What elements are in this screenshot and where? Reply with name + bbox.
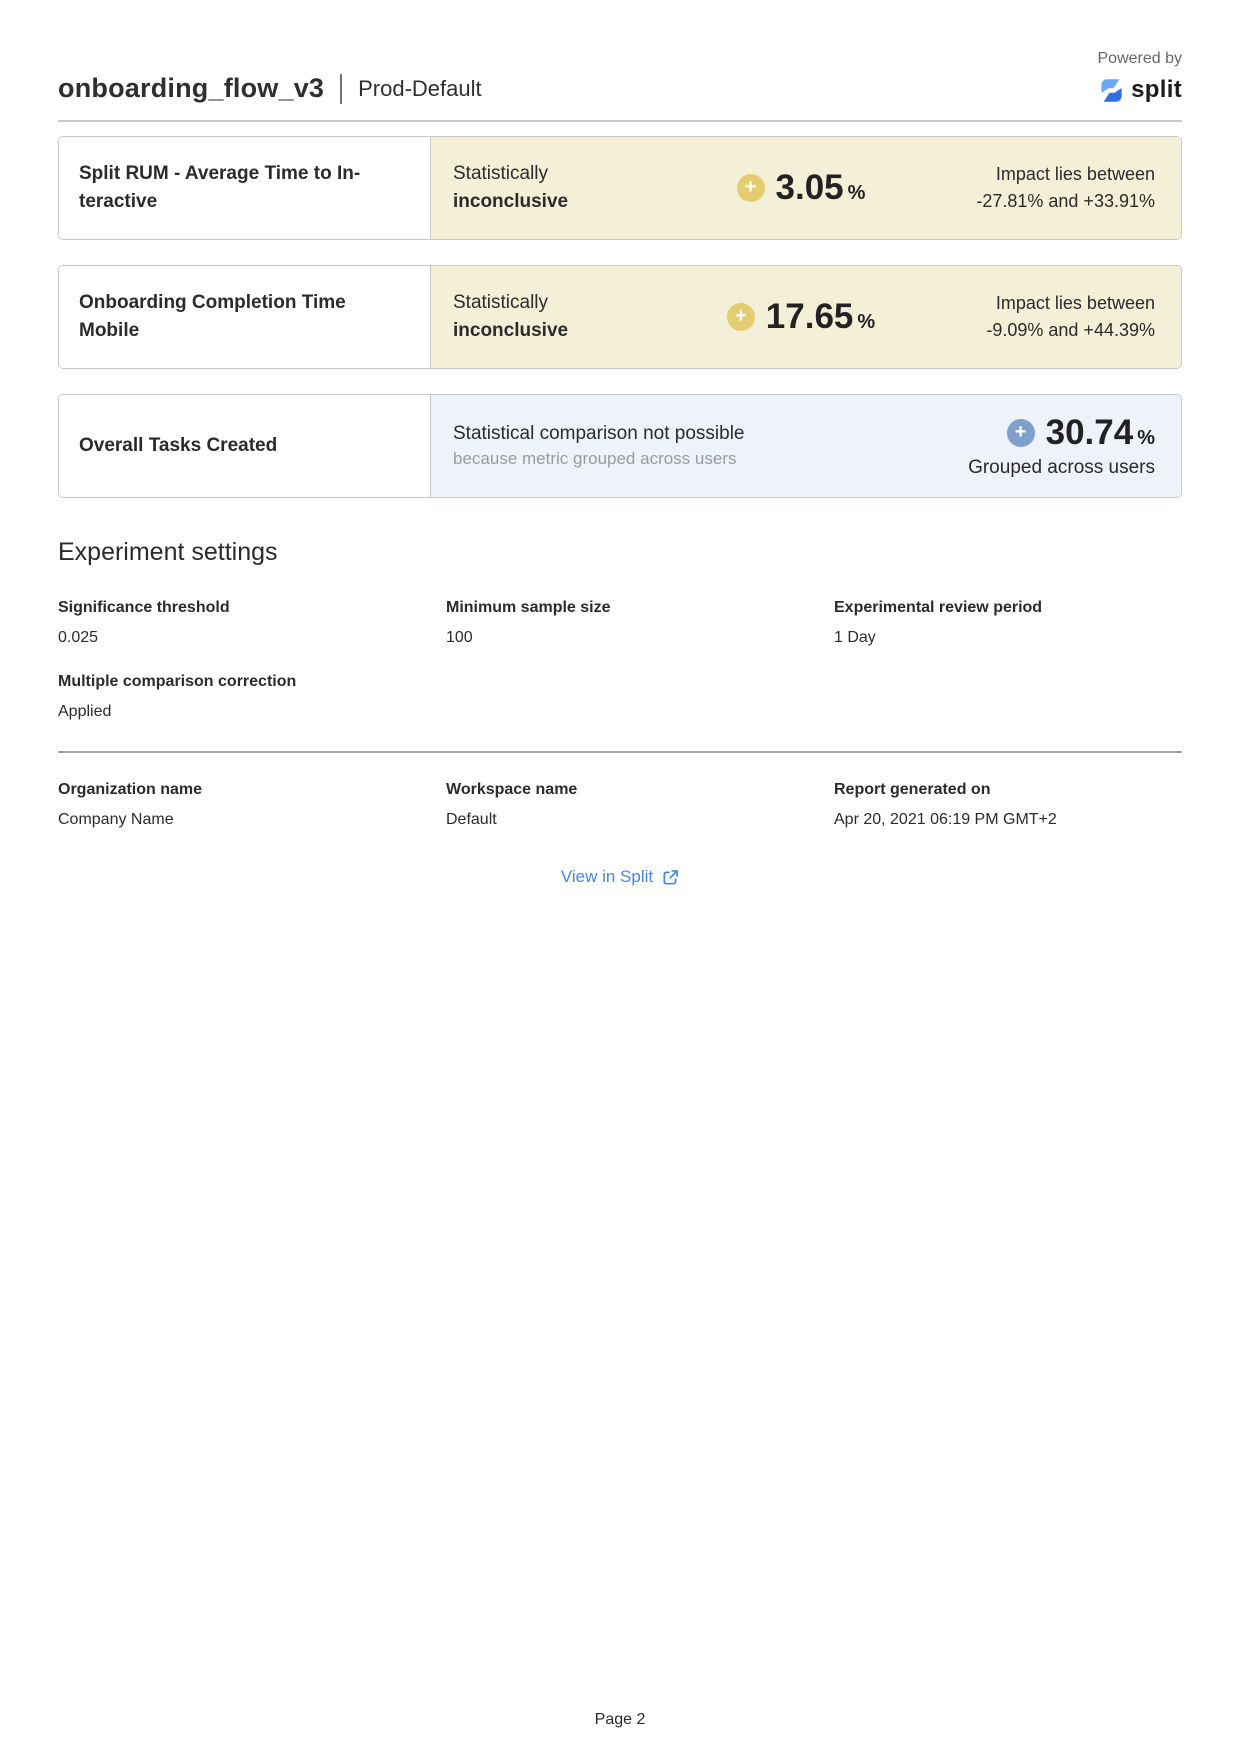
metric-value: 17.65 — [765, 297, 854, 336]
grouped-value-block — [968, 413, 1181, 479]
external-link-icon — [662, 869, 679, 886]
view-in-split-label: View in Split — [560, 867, 654, 886]
metric-card — [58, 265, 1182, 369]
settings-field — [58, 599, 446, 647]
plus-icon: + — [727, 303, 755, 331]
field-label: Experimental review period — [834, 599, 1043, 616]
field-label: Report generated on — [834, 781, 991, 798]
field-label: Minimum sample size — [446, 599, 611, 616]
field-label: Organization name — [58, 781, 203, 798]
metric-value-group — [968, 413, 1155, 453]
field-label: Workspace name — [446, 781, 578, 798]
report-header — [58, 0, 1182, 122]
impact-line-2: -27.81% and +33.91% — [976, 191, 1155, 211]
split-logo — [1098, 76, 1183, 104]
impact-line-1: Impact lies between — [995, 164, 1155, 184]
section-divider — [58, 751, 1182, 753]
split-logo-text: split — [1131, 76, 1182, 103]
view-in-split-link[interactable] — [561, 867, 679, 887]
field-value: 1 Day — [834, 629, 876, 646]
metric-result-cell — [431, 137, 1181, 239]
impact-line-2: -9.09% and +44.39% — [986, 320, 1155, 340]
no-comparison-line-2: because metric grouped across users — [453, 449, 737, 468]
status-line-2: inconclusive — [453, 320, 569, 341]
settings-row-1 — [58, 599, 1182, 647]
no-comparison-line-1: Statistical comparison not possible — [453, 423, 745, 444]
percent-sign: % — [1137, 427, 1155, 449]
impact-range — [946, 290, 1181, 344]
field-value: Company Name — [58, 811, 174, 828]
metric-name-cell — [59, 395, 431, 497]
page-number: Page 2 — [594, 1711, 646, 1728]
status-line-1: Statistically — [453, 163, 549, 185]
metric-name: Overall Tasks Created — [79, 435, 278, 457]
metric-status — [431, 289, 656, 344]
metric-result-cell — [431, 266, 1181, 368]
impact-line-1: Impact lies between — [995, 293, 1155, 313]
metric-card — [58, 136, 1182, 240]
metric-value: 3.05 — [775, 168, 844, 207]
field-value: 0.025 — [58, 629, 99, 646]
view-link-row — [58, 867, 1182, 887]
field-value: Apr 20, 2021 06:19 PM GMT+2 — [834, 811, 1057, 828]
field-value: 100 — [446, 629, 473, 646]
field-value: Default — [446, 811, 497, 828]
metric-name-cell — [59, 266, 431, 368]
environment-name: Prod-Default — [358, 75, 482, 101]
field-label: Significance threshold — [58, 599, 230, 616]
experiment-title-row — [58, 73, 482, 104]
report-info-row — [58, 781, 1182, 829]
settings-field — [834, 599, 1182, 647]
experiment-name: onboarding_flow_v3 — [58, 73, 325, 103]
metric-name-cell — [59, 137, 431, 239]
powered-by-label: Powered by — [1097, 50, 1182, 67]
metric-status — [431, 160, 656, 215]
metric-card — [58, 394, 1182, 498]
title-separator — [340, 74, 342, 104]
percent-sign: % — [857, 311, 876, 333]
field-value: Applied — [58, 703, 112, 720]
metric-name: Split RUM - Average Time to Interactive — [79, 163, 361, 212]
status-line-1: Statistically — [453, 292, 549, 314]
brand-block — [1098, 50, 1183, 104]
settings-field — [58, 673, 446, 721]
metric-result-cell — [431, 395, 1181, 497]
report-info-field — [58, 781, 446, 829]
settings-field — [446, 599, 834, 647]
field-label: Multiple comparison correction — [58, 673, 297, 690]
plus-icon: + — [1007, 419, 1035, 447]
percent-sign: % — [847, 182, 866, 204]
status-line-2: inconclusive — [453, 191, 569, 212]
no-comparison-text — [431, 423, 968, 469]
plus-icon: + — [737, 174, 765, 202]
report-info-field — [446, 781, 834, 829]
settings-row-2 — [58, 673, 1182, 721]
report-info-field — [834, 781, 1182, 829]
metric-value: 30.74 — [1045, 413, 1134, 452]
metric-value-group — [656, 297, 946, 337]
impact-range — [946, 161, 1181, 215]
metric-value-group — [656, 168, 946, 208]
metric-name: Onboarding Completion Time Mobile — [79, 292, 346, 341]
grouped-caption: Grouped across users — [968, 457, 1155, 478]
experiment-settings-title: Experiment settings — [58, 538, 278, 566]
split-logo-icon — [1098, 77, 1125, 104]
